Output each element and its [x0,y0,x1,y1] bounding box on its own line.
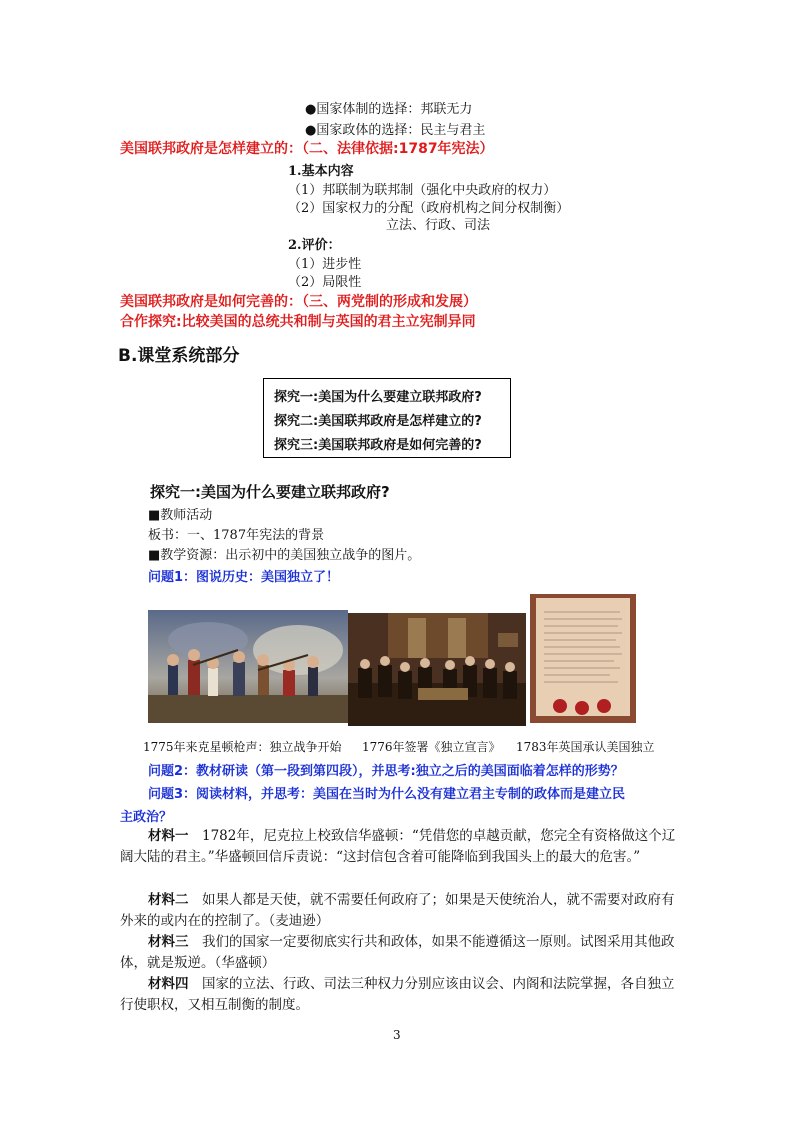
caption-lexington: 1775年来克星顿枪声：独立战争开始 [143,740,342,754]
content-item-3: 立法、行政、司法 [386,218,491,233]
board-note: 板书：一、1787年宪法的背景 [148,528,325,543]
content-item-2: （2）国家权力的分配（政府机构之间分权制衡） [288,201,570,216]
question-3-line1: 问题3：阅读材料，并思考：美国在当时为什么没有建立君主专制的政体而是建立民 [148,787,626,802]
content-item-5: （2）局限性 [288,275,362,290]
material-4 [120,974,680,1016]
bullet-federation: ●国家体制的选择：邦联无力 [305,102,473,117]
question-1: 问题1：图说历史：美国独立了！ [148,570,340,585]
teaching-resource: ■教学资源：出示初中的美国独立战争的图片。 [148,548,421,563]
material-3-lead: 材料三 [148,934,189,950]
material-1 [120,826,680,868]
question-3-line2: 主政治？ [120,810,173,825]
red-heading-cooperative: 合作探究:比较美国的总统共和制与英国的君主立宪制异同 [120,314,476,330]
content-item-1: （1）邦联制为联邦制（强化中央政府的权力） [288,183,557,198]
content-item-4: （1）进步性 [288,257,362,272]
caption-independence: 1783年英国承认美国独立 [516,740,655,754]
material-4-lead: 材料四 [148,976,189,992]
bullet-government: ●国家政体的选择：民主与君主 [305,123,486,138]
box-question-2: 探究二:美国联邦政府是怎样建立的? [274,414,482,429]
box-question-1: 探究一:美国为什么要建立联邦政府? [274,390,482,405]
material-1-lead: 材料一 [148,828,189,844]
treaty-document-image [530,594,636,723]
declaration-signing-image [348,613,526,726]
material-1-text: 1782年，尼克拉上校致信华盛顿：“凭借您的卓越贡献，您完全有资格做这个辽阔大陆的君主。”华盛顿回信斥责说：“这封信包含着可能降临到我国头上的最大的危害。” [120,828,676,865]
material-3 [120,932,680,974]
content-heading-2: 2.评价： [288,238,341,253]
question-box [263,378,511,458]
caption-declaration: 1776年签署《独立宣言》 [362,740,501,754]
question-2: 问题2：教材研读（第一段到第四段），并思考:独立之后的美国面临着怎样的形势？ [148,764,624,779]
teacher-activity: ■教师活动 [148,508,213,523]
page-number: 3 [393,1028,401,1042]
material-4-text: 国家的立法、行政、司法三种权力分别应该由议会、内阁和法院掌握，各自独立行使职权，又相互制衡的制度。 [120,976,675,1013]
battle-lexington-image [148,610,348,723]
section-b-title: B.课堂系统部分 [118,346,240,366]
content-heading-1: 1.基本内容 [288,164,354,179]
box-question-3: 探究三:美国联邦政府是如何完善的? [274,438,482,453]
material-2-text: 如果人都是天使，就不需要任何政府了；如果是天使统治人，就不需要对政府有外来的或内在的控制了。（麦迪逊） [120,892,675,929]
red-heading-established: 美国联邦政府是怎样建立的：（二、法律依据:1787年宪法） [120,141,494,157]
material-2-lead: 材料二 [148,892,189,908]
material-3-text: 我们的国家一定要彻底实行共和政体，如果不能遵循这一原则。试图采用其他政体，就是叛逆。（华盛顿） [120,934,675,971]
explore-title: 探究一:美国为什么要建立联邦政府? [150,483,390,501]
material-2 [120,890,680,932]
red-heading-improved: 美国联邦政府是如何完善的：（三、两党制的形成和发展） [120,294,477,310]
